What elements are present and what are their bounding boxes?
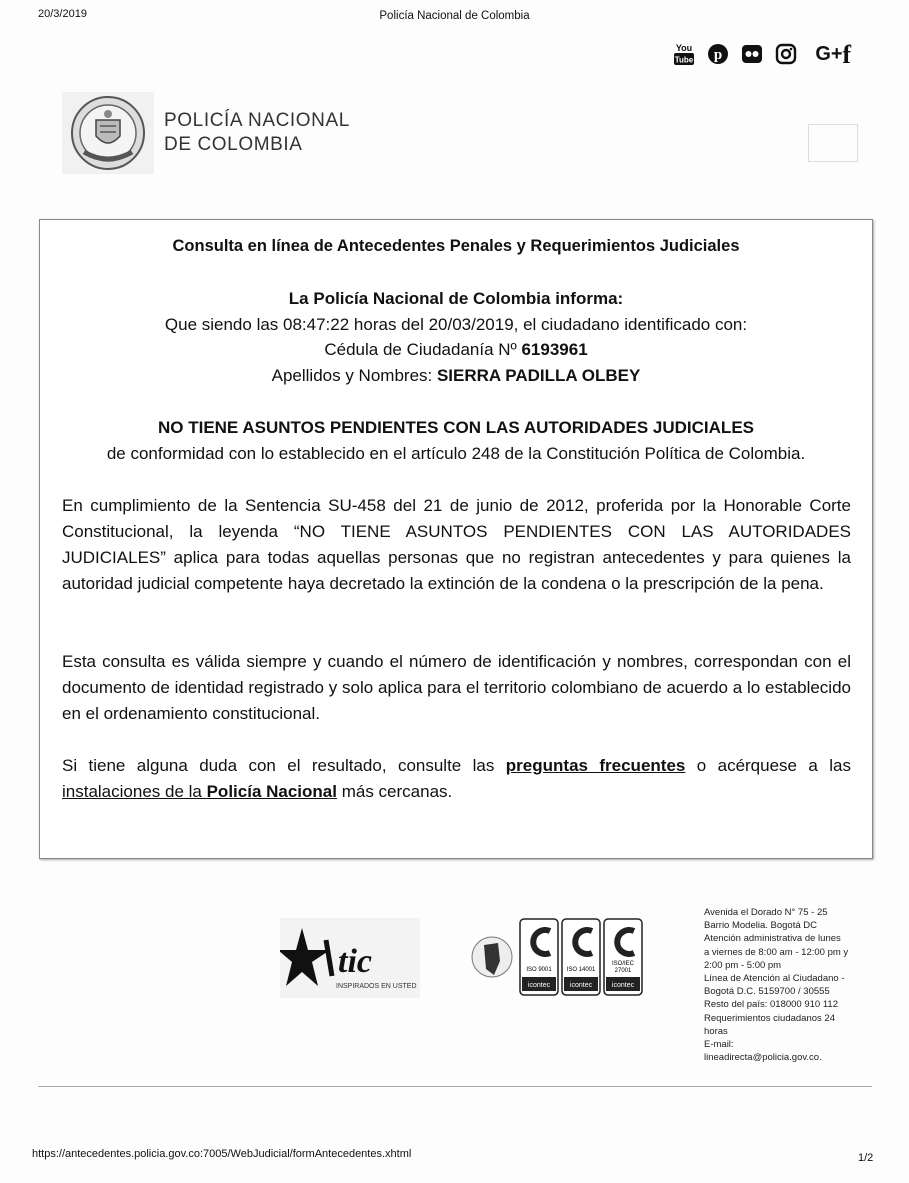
cedula-number: 6193961 — [521, 340, 588, 359]
time-line: Que siendo las 08:47:22 horas del 20/03/2019, el ciudadano identificado con: — [164, 315, 748, 334]
google-plus-icon[interactable]: G+ — [815, 42, 843, 65]
svg-text:You: You — [675, 43, 693, 53]
svg-text:ISO 14001: ISO 14001 — [566, 967, 596, 973]
print-page-title: Policía Nacional de Colombia — [379, 10, 530, 22]
address-line: Bogotá D.C. 5159700 / 30555 — [704, 986, 830, 998]
cedula-label: Cédula de Ciudadanía Nº — [324, 340, 522, 359]
police-logo-text — [164, 109, 350, 157]
mintic-subtitle: INSPIRADOS EN USTED — [336, 983, 417, 990]
names-label: Apellidos y Nombres: — [271, 366, 437, 385]
logo-line-2: DE COLOMBIA — [164, 134, 303, 155]
policia-nacional-link-text: Policía Nacional — [206, 782, 337, 801]
address-line: Barrio Modelia. Bogotá DC — [704, 920, 817, 932]
installations-text: instalaciones de la — [62, 782, 207, 801]
cert-badge-1 — [520, 919, 558, 995]
svg-text:icontec: icontec — [569, 982, 593, 989]
installations-link[interactable] — [62, 782, 337, 801]
address-line: E-mail: — [704, 1039, 734, 1051]
svg-text:ISO 9001: ISO 9001 — [526, 967, 552, 973]
page-number: 1/2 — [858, 1152, 874, 1164]
svg-text:icontec: icontec — [611, 982, 635, 989]
svg-text:ISO/IEC: ISO/IEC — [611, 961, 635, 967]
certification-logos — [470, 915, 650, 1005]
logo-line-1: POLICÍA NACIONAL — [164, 110, 350, 131]
cert-badge-3 — [604, 919, 642, 995]
youtube-icon[interactable] — [673, 42, 695, 66]
cedula-line — [40, 340, 872, 360]
mintic-text: tic — [338, 943, 372, 980]
names-value: SIERRA PADILLA OLBEY — [436, 366, 641, 385]
status-heading: NO TIENE ASUNTOS PENDIENTES CON LAS AUTORIDADES JUDICIALES — [157, 418, 754, 437]
pinterest-icon[interactable] — [707, 43, 729, 65]
instagram-icon[interactable] — [775, 43, 797, 65]
dudas-text-1: Si tiene alguna duda con el resultado, consulte las — [62, 756, 506, 775]
email-link[interactable]: lineadirecta@policia.gov.co. — [704, 1052, 822, 1064]
address-line: Avenida el Dorado N° 75 - 25 — [704, 907, 828, 918]
mintic-logo — [280, 918, 420, 998]
dudas-text-2: o acérquese a las — [685, 756, 851, 775]
dudas-text-3: más cercanas. — [336, 782, 453, 801]
address-line: horas — [704, 1025, 728, 1037]
flickr-icon[interactable] — [741, 43, 763, 65]
print-url: https://antecedentes.policia.gov.co:7005/WebJudicial/formAntecedentes.xhtml — [32, 1148, 412, 1160]
cert-badge-2 — [562, 919, 600, 995]
social-icons — [673, 42, 849, 66]
svg-text:p: p — [713, 47, 723, 63]
paragraph-dudas — [62, 753, 851, 805]
address-line: Resto del país: 018000 910 112 — [704, 999, 838, 1011]
address-line: Requerimientos ciudadanos 24 — [704, 1012, 835, 1024]
address-line: 2:00 pm - 5:00 pm — [704, 959, 782, 971]
status-note: de conformidad con lo establecido en el artículo 248 de la Constitución Política de Colombia. — [106, 444, 806, 463]
facebook-icon[interactable]: f — [842, 40, 851, 69]
svg-text:27001: 27001 — [614, 968, 632, 974]
names-line — [40, 366, 872, 386]
address-line: Atención administrativa de lunes — [704, 933, 841, 945]
footer-divider — [38, 1086, 872, 1087]
print-date: 20/3/2019 — [38, 8, 87, 20]
svg-text:Tube: Tube — [674, 55, 694, 65]
contact-address — [704, 906, 874, 1064]
paragraph-validez: Esta consulta es válida siempre y cuando el número de identificación y nombres, correspondan con el documento de identidad registrado y solo aplica para el territorio colombiano de acuerdo a lo establecido en el ordenamiento constitucional. — [62, 652, 851, 723]
result-card — [39, 219, 873, 859]
address-line: Línea de Atención al Ciudadano - — [704, 973, 845, 985]
address-line: a viernes de 8:00 am - 12:00 pm y — [704, 946, 849, 958]
svg-text:icontec: icontec — [527, 982, 551, 989]
paragraph-sentencia: En cumplimiento de la Sentencia SU-458 del 21 de junio de 2012, proferida por la Honorable Corte Constitucional, la leyenda “NO TIENE ASUNTOS PENDIENTES CON LAS AUTORIDADES JUDICIALES” aplica para todas aquellas personas que no registran antecedentes y para quienes la autoridad judicial competente haya decretado la extinción de la condena o la prescripción de la pena. — [62, 496, 851, 593]
informa-heading: La Policía Nacional de Colombia informa: — [288, 289, 624, 308]
card-title: Consulta en línea de Antecedentes Penales y Requerimientos Judiciales — [172, 237, 740, 255]
faded-box — [808, 124, 858, 162]
faq-link[interactable]: preguntas frecuentes — [505, 756, 686, 775]
police-seal-icon — [62, 92, 154, 174]
police-logo — [62, 92, 350, 174]
